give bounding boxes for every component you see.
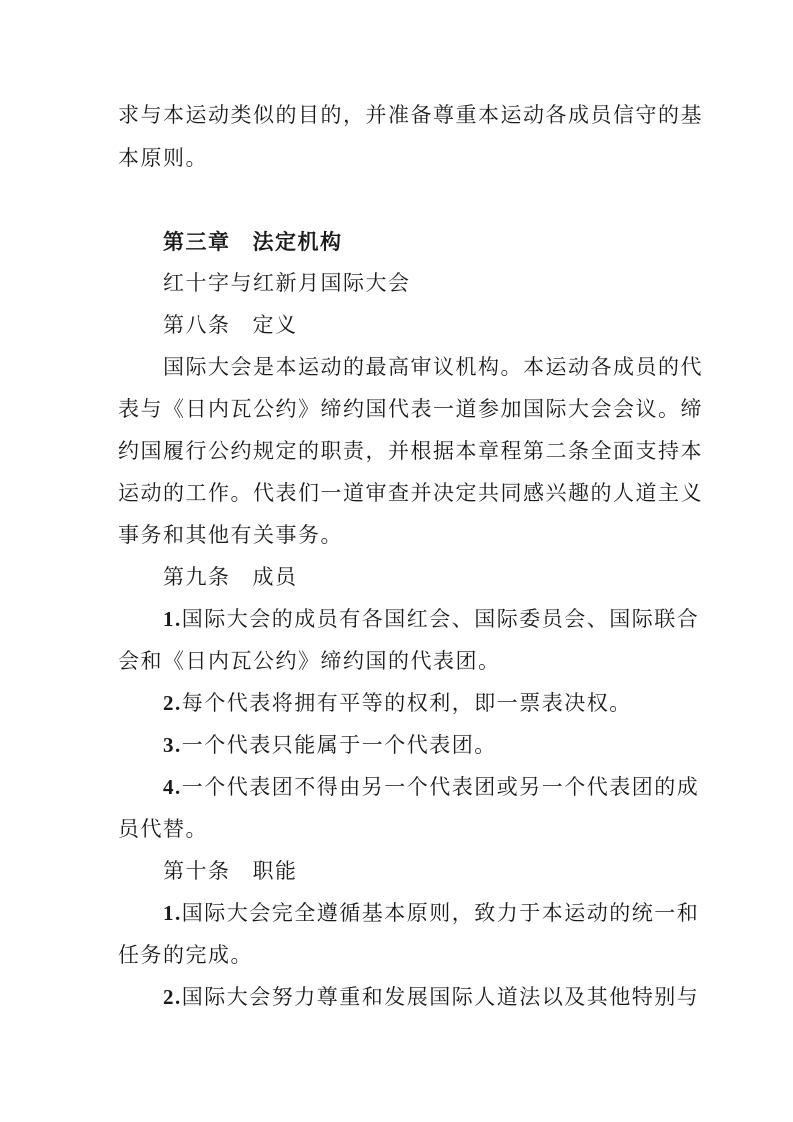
item-text: 国际大会完全遵循基本原则，致力于本运动的统一和 (181, 901, 700, 925)
article-label: 第九条 (163, 565, 231, 589)
paragraph-line: 国际大会是本运动的最高审议机构。本运动各成员的代 (163, 355, 703, 379)
paragraph-line: 本原则。 (118, 146, 208, 170)
item-number: 3. (163, 733, 182, 757)
item-number: 4. (163, 775, 182, 799)
item-text: 一个代表团不得由另一个代表团或另一个代表团的成 (181, 775, 700, 799)
article-label: 第十条 (163, 859, 231, 883)
item-text: 国际大会努力尊重和发展国际人道法以及其他特别与 (181, 985, 700, 1009)
list-item (163, 689, 678, 717)
chapter-heading (163, 228, 678, 256)
paragraph-line: 求与本运动类似的目的，并准备尊重本运动各成员信守的基 (118, 103, 703, 127)
paragraph-line: 运动的工作。代表们一道审查并决定共同感兴趣的人道主义 (118, 481, 703, 505)
chapter-label: 第三章 (163, 230, 231, 254)
article-title: 职能 (252, 859, 298, 883)
article-heading (163, 311, 678, 339)
paragraph-line: 表与《日内瓦公约》缔约国代表一道参加国际大会会议。缔 (118, 397, 703, 421)
item-text: 一个代表只能属于一个代表团。 (181, 733, 497, 757)
paragraph-line: 约国履行公约规定的职责，并根据本章程第二条全面支持本 (118, 439, 703, 463)
item-number: 1. (163, 901, 182, 925)
article-heading (163, 857, 678, 885)
item-text: 每个代表将拥有平等的权利，即一票表决权。 (181, 691, 632, 715)
article-label: 第八条 (163, 313, 231, 337)
chapter-title: 法定机构 (252, 230, 343, 254)
item-number: 2. (163, 985, 182, 1009)
list-item (163, 983, 700, 1011)
item-text: 国际大会的成员有各国红会、国际委员会、国际联合 (181, 607, 700, 631)
list-item (163, 773, 700, 801)
paragraph-line: 事务和其他有关事务。 (118, 523, 343, 547)
list-item (163, 731, 678, 759)
article-title: 成员 (252, 565, 298, 589)
section-title: 红十字与红新月国际大会 (163, 271, 411, 295)
item-number: 1. (163, 607, 182, 631)
article-title: 定义 (252, 313, 298, 337)
list-item (163, 605, 700, 633)
paragraph-line: 任务的完成。 (118, 943, 253, 967)
item-number: 2. (163, 691, 182, 715)
paragraph-line: 会和《日内瓦公约》缔约国的代表团。 (118, 649, 501, 673)
paragraph-line: 员代替。 (118, 817, 208, 841)
list-item (163, 899, 700, 927)
article-heading (163, 563, 678, 591)
